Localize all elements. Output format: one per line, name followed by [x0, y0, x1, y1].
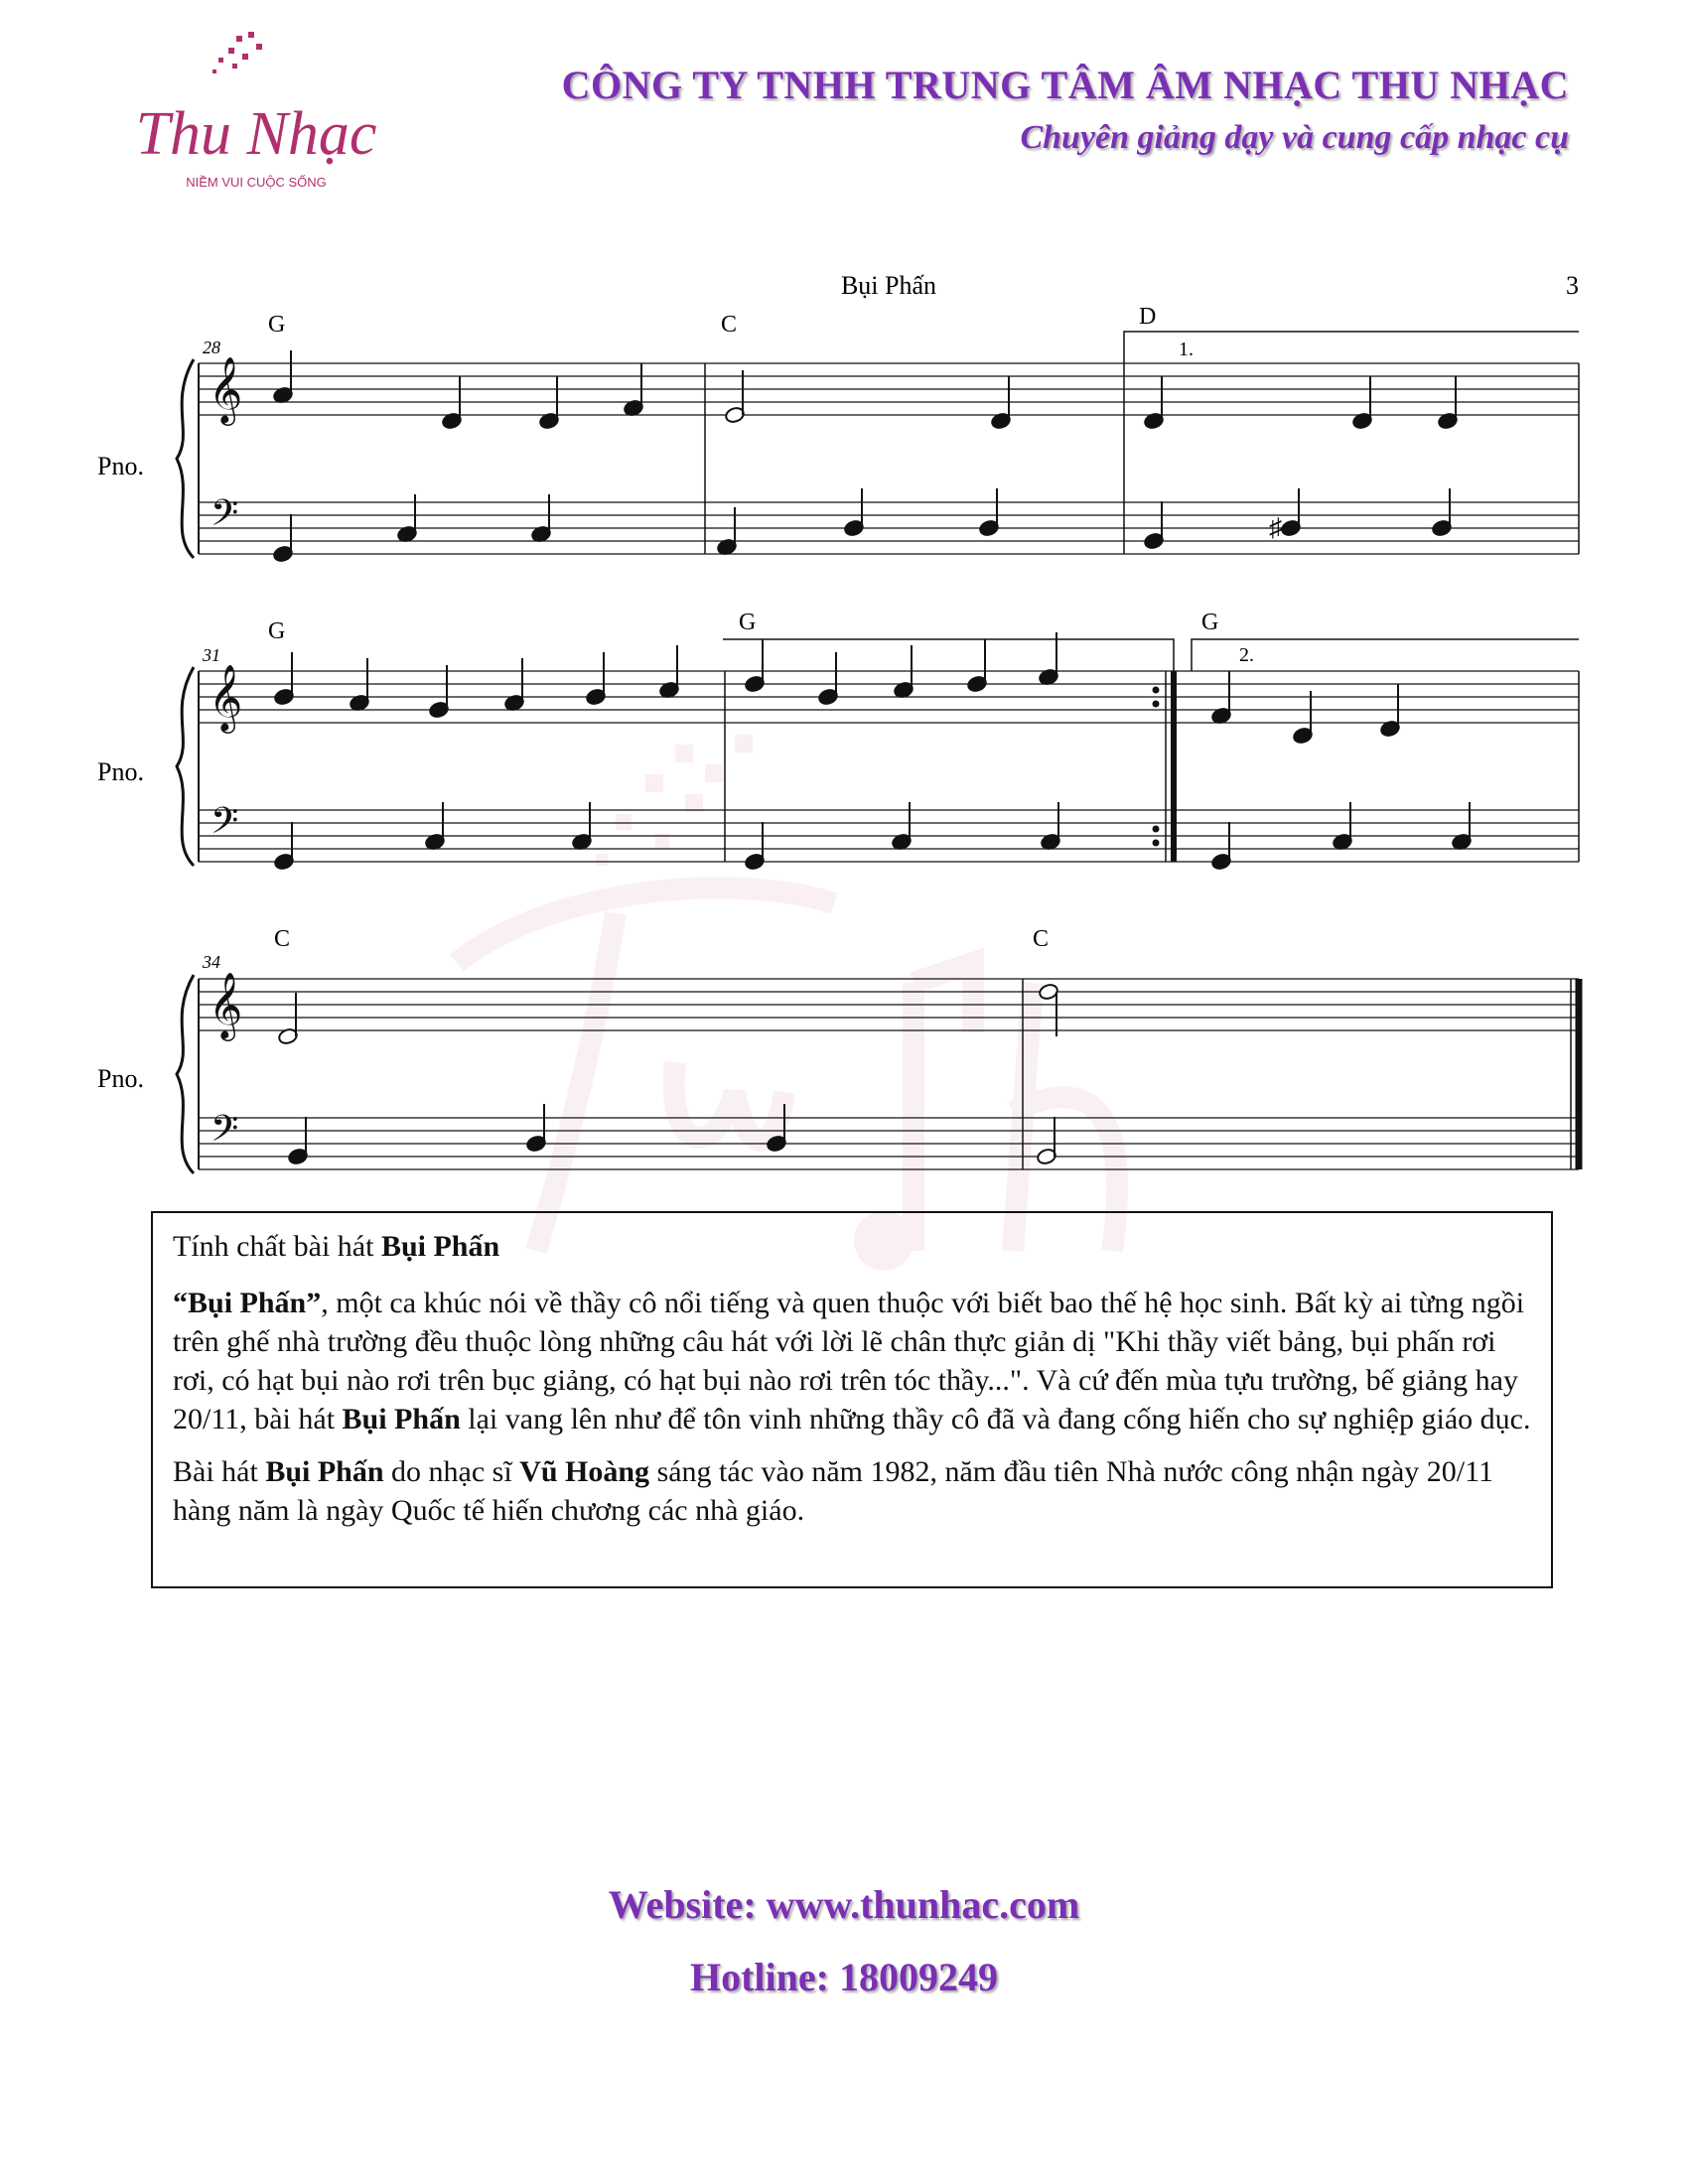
sharp-sign: ♯ — [1269, 513, 1282, 542]
bass-clef: 𝄢 — [211, 492, 239, 543]
page-number: 3 — [1566, 271, 1579, 300]
song-title-inline: Bụi Phấn — [265, 1455, 384, 1488]
treble-clef: 𝄞 — [209, 971, 243, 1038]
repeat-dot — [1153, 701, 1159, 707]
system-brace — [177, 667, 194, 866]
chord-symbol: C — [274, 926, 291, 952]
volta-label: 2. — [1239, 644, 1254, 666]
bass-clef: 𝄢 — [211, 800, 239, 851]
paragraph-text: Bài hát — [173, 1455, 266, 1488]
instrument-label: Pno. — [97, 1064, 144, 1093]
heading-prefix: Tính chất bài hát — [173, 1230, 381, 1263]
bass-clef: 𝄢 — [211, 1108, 239, 1159]
repeat-dot — [1153, 687, 1159, 693]
instrument-label: Pno. — [97, 757, 144, 786]
instrument-label: Pno. — [97, 452, 144, 480]
chord-symbol: D — [1139, 304, 1157, 330]
footer-website: Website: www.thunhac.com — [608, 1882, 1080, 1927]
chord-symbol: G — [268, 618, 286, 644]
system-brace — [177, 975, 194, 1173]
description-paragraph — [173, 1284, 1531, 1438]
logo-graphic — [135, 30, 377, 199]
measure-number: 31 — [203, 645, 220, 665]
system-brace — [177, 359, 194, 558]
paragraph-text: do nhạc sĩ — [383, 1455, 520, 1488]
chord-symbol: G — [739, 610, 757, 635]
treble-clef: 𝄞 — [209, 355, 243, 423]
chord-symbol: G — [1201, 610, 1219, 635]
composer-name: Vũ Hoàng — [519, 1455, 650, 1488]
company-name: CÔNG TY TNHH TRUNG TÂM ÂM NHẠC THU NHẠC — [561, 63, 1569, 107]
song-title: Bụi Phấn — [840, 271, 937, 300]
volta-label: 1. — [1179, 339, 1194, 360]
chord-symbol: G — [268, 312, 286, 338]
song-title-inline: Bụi Phấn — [342, 1403, 461, 1435]
chord-symbol: C — [721, 312, 738, 338]
logo-slogan: NIỀM VUI CUỘC SỐNG — [186, 175, 327, 190]
song-description-box — [151, 1211, 1553, 1588]
measure-number: 34 — [203, 952, 220, 972]
footer-hotline: Hotline: 18009249 — [690, 1955, 998, 1999]
logo-wordmark: Thu Nhạc — [135, 100, 377, 168]
repeat-dot — [1153, 840, 1159, 846]
volta-bracket — [723, 639, 1174, 671]
chord-symbol: C — [1033, 926, 1050, 952]
description-heading — [173, 1227, 1531, 1266]
company-tagline: Chuyên giảng dạy và cung cấp nhạc cụ — [1020, 119, 1569, 156]
measure-number: 28 — [203, 338, 220, 357]
paragraph-text: lại vang lên như để tôn vinh những thầy cô đã và đang cống hiến cho sự nghiệp giáo dục. — [460, 1403, 1531, 1435]
treble-clef: 𝄞 — [209, 663, 243, 731]
sheet-music — [0, 248, 1688, 1201]
song-title-quote: “Bụi Phấn” — [173, 1287, 322, 1319]
brand-logo — [135, 30, 377, 199]
description-paragraph — [173, 1452, 1531, 1530]
repeat-dot — [1153, 826, 1159, 832]
paragraph-text: sáng tác vào năm 1982, năm đầu tiên Nhà nước công nhận ngày 20/11 hàng năm là ngày Quốc tế hiến chương các nhà giáo. — [173, 1455, 1494, 1527]
paragraph-text: , một ca khúc nói về thầy cô nổi tiếng và quen thuộc với biết bao thế hệ học sinh. Bất kỳ ai từng ngồi trên ghế nhà trường đều thuộc lòng những câu hát với lời lẽ chân thực giản dị "Khi thầy viết bảng, bụi phấn rơi rơi, có hạt bụi nào rơi trên bục giảng, có hạt bụi nào rơi trên tóc thầy...". Và cứ đến mùa tựu trường, bế giảng hay 20/11, bài hát — [173, 1287, 1525, 1435]
heading-song-title: Bụi Phấn — [380, 1230, 500, 1263]
